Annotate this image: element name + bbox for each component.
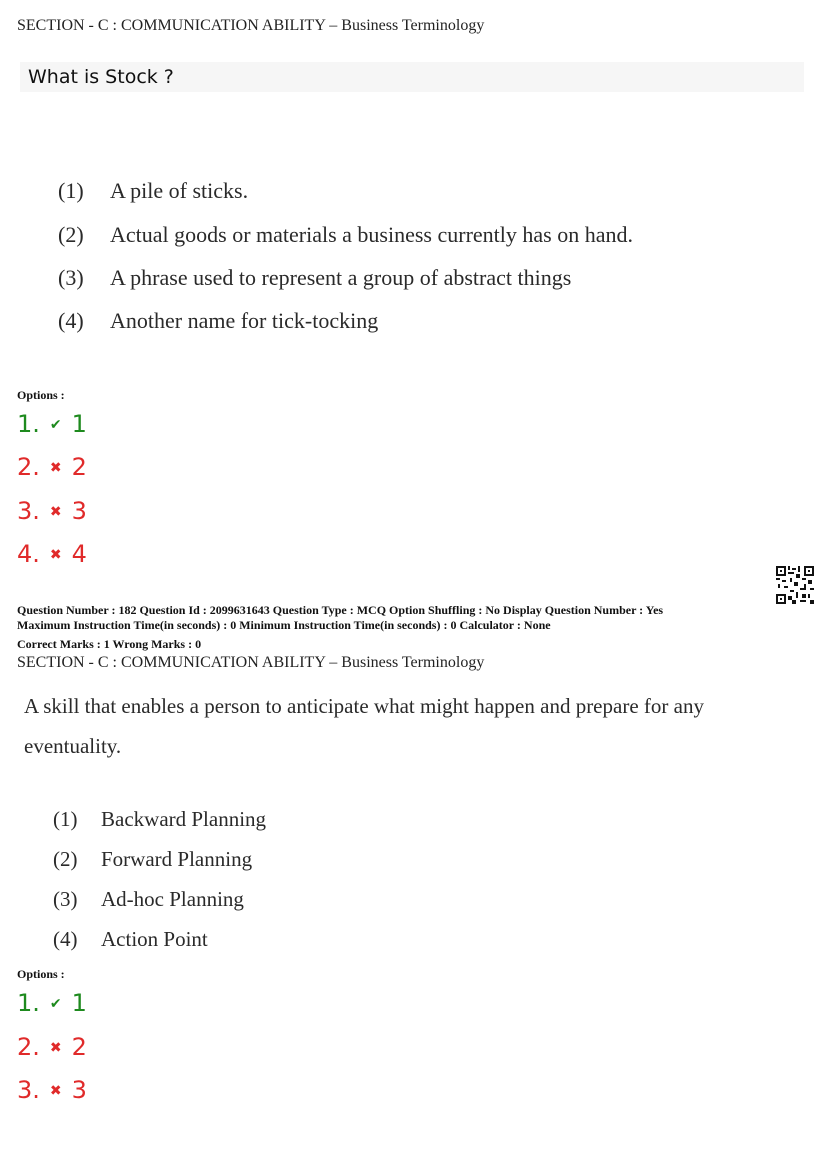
option-value: 1 xyxy=(71,989,87,1017)
question-meta-line: Question Number : 182 Question Id : 2099631643 Question Type : MCQ Option Shuffling : No Display Question Number : Yes xyxy=(17,603,664,617)
option-row xyxy=(17,1033,87,1061)
question-meta-line: Maximum Instruction Time(in seconds) : 0 Minimum Instruction Time(in seconds) : 0 Calculator : None xyxy=(17,618,551,632)
option-row xyxy=(17,497,87,525)
cross-icon: ✖ xyxy=(49,504,62,520)
choice-text: Actual goods or materials a business currently has on hand. xyxy=(110,222,633,247)
choice-item xyxy=(53,807,266,832)
choice-text: Forward Planning xyxy=(101,847,253,871)
question-meta-line: Correct Marks : 1 Wrong Marks : 0 xyxy=(17,637,202,651)
choice-number: (3) xyxy=(53,887,78,911)
question-title-box xyxy=(20,62,804,92)
choice-number: (4) xyxy=(58,308,84,333)
option-value: 2 xyxy=(71,1033,87,1061)
choice-number: (2) xyxy=(53,847,78,871)
choice-text: Backward Planning xyxy=(101,807,267,831)
choice-item xyxy=(53,927,208,952)
options-label: Options : xyxy=(17,388,65,402)
choice-text: Another name for tick-tocking xyxy=(110,308,379,333)
choice-item xyxy=(53,887,244,912)
question-text: A skill that enables a person to anticipate what might happen and prepare for any eventuality. xyxy=(24,694,704,758)
option-number: 2. xyxy=(17,1033,40,1061)
option-number: 2. xyxy=(17,453,40,481)
option-row xyxy=(17,453,87,481)
choice-text: A phrase used to represent a group of abstract things xyxy=(110,265,572,290)
check-icon: ✔ xyxy=(49,417,62,433)
options-label: Options : xyxy=(17,967,65,981)
option-row xyxy=(17,989,87,1017)
choice-item xyxy=(58,265,571,291)
choice-number: (4) xyxy=(53,927,78,951)
choice-item xyxy=(58,222,633,248)
option-value: 3 xyxy=(71,1076,87,1104)
choice-number: (3) xyxy=(58,265,84,290)
choice-item xyxy=(58,178,248,204)
question-title: What is Stock ? xyxy=(28,66,174,88)
cross-icon: ✖ xyxy=(49,547,62,563)
check-icon: ✔ xyxy=(49,996,62,1012)
option-value: 4 xyxy=(71,540,87,568)
option-number: 3. xyxy=(17,497,40,525)
option-number: 3. xyxy=(17,1076,40,1104)
qr-code-icon xyxy=(776,566,814,604)
choice-text: A pile of sticks. xyxy=(110,178,249,203)
option-value: 2 xyxy=(71,453,87,481)
section-header: SECTION - C : COMMUNICATION ABILITY – Business Terminology xyxy=(17,17,485,34)
choice-number: (2) xyxy=(58,222,84,247)
choice-text: Ad-hoc Planning xyxy=(101,887,244,911)
option-row xyxy=(17,1076,87,1104)
option-number: 1. xyxy=(17,410,40,438)
option-number: 4. xyxy=(17,540,40,568)
choice-number: (1) xyxy=(53,807,78,831)
option-value: 3 xyxy=(71,497,87,525)
choice-number: (1) xyxy=(58,178,84,203)
cross-icon: ✖ xyxy=(49,1083,62,1099)
cross-icon: ✖ xyxy=(49,1040,62,1056)
section-header: SECTION - C : COMMUNICATION ABILITY – Business Terminology xyxy=(17,654,485,671)
choice-item xyxy=(58,308,378,334)
option-number: 1. xyxy=(17,989,40,1017)
choice-item xyxy=(53,847,252,872)
option-row xyxy=(17,540,87,568)
cross-icon: ✖ xyxy=(49,460,62,476)
option-row xyxy=(17,410,87,438)
choice-text: Action Point xyxy=(101,927,208,951)
option-value: 1 xyxy=(71,410,87,438)
